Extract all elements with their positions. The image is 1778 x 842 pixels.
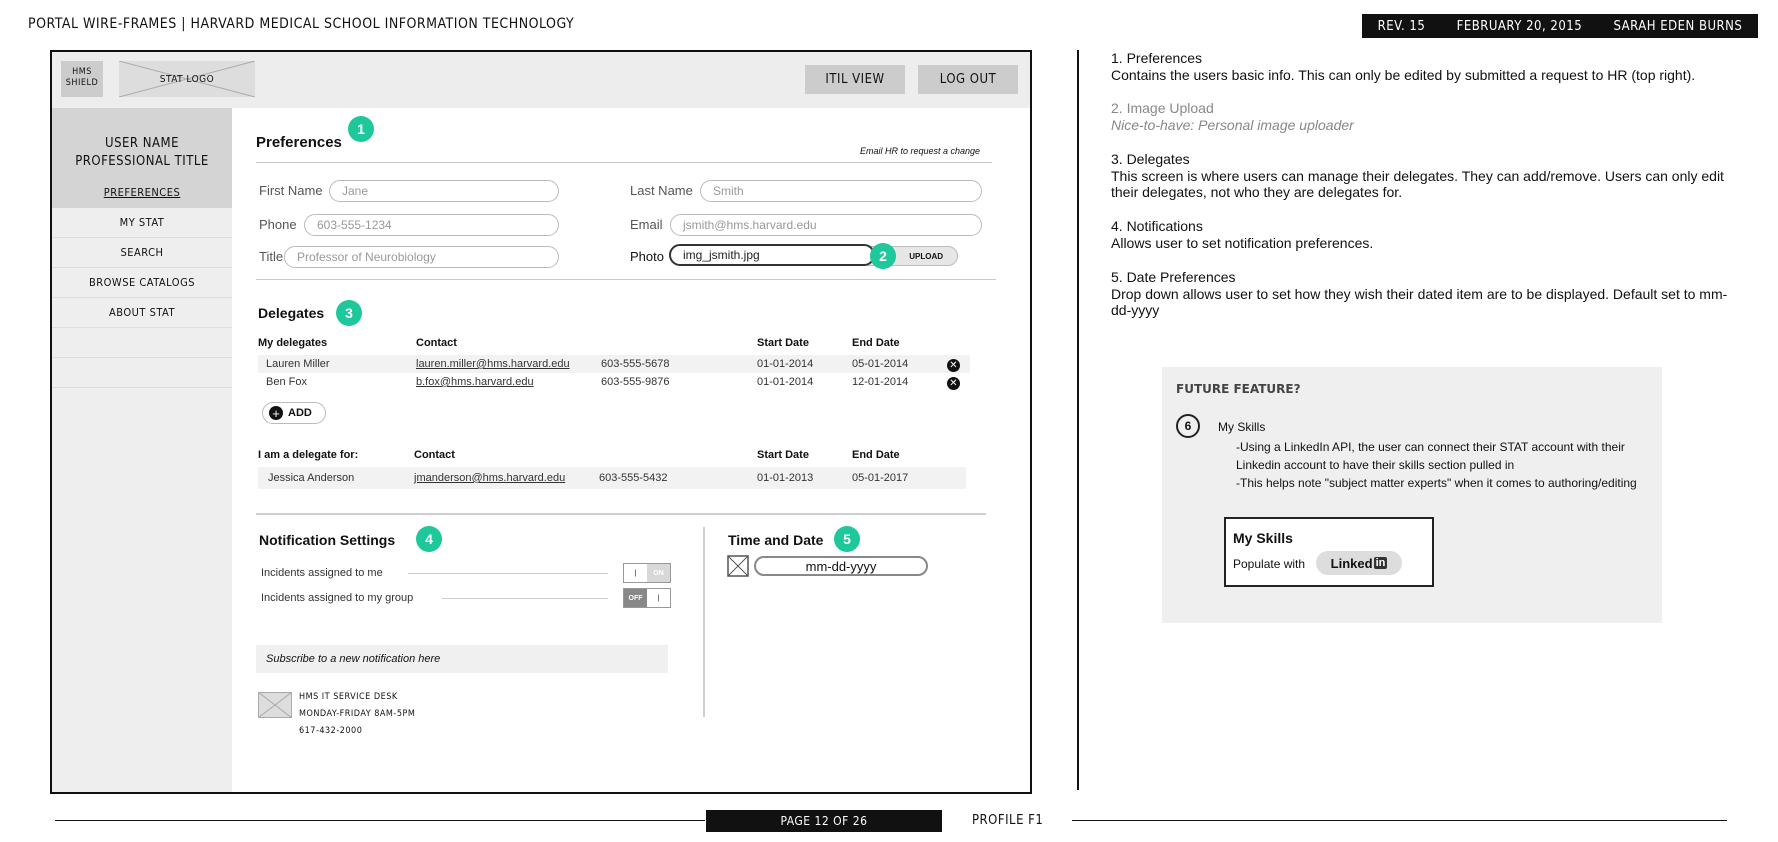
- title-label: Title: [259, 249, 284, 264]
- divider: [256, 279, 996, 280]
- delegate-end-date: 12-01-2014: [852, 376, 909, 388]
- note-body: This screen is where users can manage their delegates. They can add/remove. Users can only edit their delegates, not who they are delegates for.: [1111, 168, 1724, 200]
- remove-delegate-icon[interactable]: ✕: [947, 359, 960, 372]
- toggle-state: ON: [647, 564, 670, 582]
- toggle-state: OFF: [624, 589, 647, 607]
- note-title: 1. Preferences: [1111, 50, 1203, 66]
- wireframe-frame: [50, 50, 1032, 794]
- future-feature-heading: FUTURE FEATURE?: [1176, 382, 1301, 396]
- callout-badge: 5: [834, 526, 860, 552]
- sidebar-empty-row: [52, 358, 232, 388]
- phone-label: Phone: [259, 217, 297, 232]
- delegates-title: Delegates: [258, 305, 325, 321]
- toggle-knob: |: [624, 564, 647, 582]
- sidebar-item-my-stat[interactable]: MY STAT: [52, 208, 232, 238]
- notification-label: Incidents assigned to me: [261, 567, 383, 579]
- my-skills-card-title: My Skills: [1233, 530, 1293, 546]
- sidebar-empty-row: [52, 328, 232, 358]
- document-title: PORTAL WIRE-FRAMES | HARVARD MEDICAL SCHOOL INFORMATION TECHNOLOGY: [28, 16, 575, 32]
- section-label: PROFILE F1: [972, 813, 1044, 828]
- vertical-divider: [703, 527, 705, 717]
- page-divider: [1077, 50, 1079, 790]
- user-title: PROFESSIONAL TITLE: [75, 154, 209, 169]
- notification-toggle[interactable]: [623, 588, 671, 608]
- delegate-for-phone: 603-555-5432: [599, 472, 668, 484]
- first-name-field[interactable]: Jane: [329, 180, 559, 202]
- delegate-phone: 603-555-5678: [601, 358, 670, 370]
- leader-line: [442, 598, 608, 599]
- time-and-date-title: Time and Date: [728, 532, 824, 548]
- sidebar-item-browse-catalogs[interactable]: BROWSE CATALOGS: [52, 268, 232, 298]
- first-name-label: First Name: [259, 183, 323, 198]
- column-header: I am a delegate for:: [258, 449, 359, 461]
- callout-badge: 3: [336, 300, 362, 326]
- sidebar-item-search[interactable]: SEARCH: [52, 238, 232, 268]
- hms-shield-logo: HMS SHIELD: [61, 61, 103, 97]
- itil-view-button[interactable]: ITIL VIEW: [805, 65, 905, 94]
- stat-logo-text: STAT LOGO: [159, 73, 215, 85]
- divider: [256, 162, 992, 163]
- delegate-for-start-date: 01-01-2013: [757, 472, 814, 484]
- delegate-phone: 603-555-9876: [601, 376, 670, 388]
- preferences-title: Preferences: [256, 134, 342, 151]
- divider: [256, 513, 986, 515]
- phone-field[interactable]: 603-555-1234: [304, 214, 559, 236]
- placeholder-image-icon: [727, 555, 749, 577]
- delegate-email-link[interactable]: lauren.miller@hms.harvard.edu: [416, 358, 570, 370]
- footer-rule: [55, 820, 705, 821]
- delegate-start-date: 01-01-2014: [757, 358, 814, 370]
- notification-settings-title: Notification Settings: [259, 532, 396, 548]
- subscribe-notification-link[interactable]: Subscribe to a new notification here: [256, 645, 668, 673]
- last-name-label: Last Name: [630, 183, 693, 198]
- note-title: 2. Image Upload: [1111, 100, 1214, 116]
- linkedin-logo-text: Linked: [1330, 555, 1373, 571]
- service-desk-phone: 617-432-2000: [299, 726, 363, 736]
- column-header: Start Date: [757, 337, 809, 349]
- service-desk-name: HMS IT SERVICE DESK: [299, 692, 398, 702]
- revision-author: SARAH EDEN BURNS: [1613, 18, 1743, 34]
- delegate-start-date: 01-01-2014: [757, 376, 814, 388]
- notification-label: Incidents assigned to my group: [261, 592, 414, 604]
- column-header: My delegates: [258, 337, 328, 349]
- add-label: ADD: [288, 407, 312, 419]
- user-block: [52, 108, 232, 208]
- add-delegate-button[interactable]: [262, 402, 326, 424]
- populate-with-label: Populate with: [1233, 557, 1306, 571]
- note-body: Drop down allows user to set how they wish their dated item are to be displayed. Default set to mm-dd-yyyy: [1111, 286, 1728, 318]
- note-body: Contains the users basic info. This can only be edited by submitted a request to HR (top right).: [1111, 67, 1696, 83]
- callout-badge: 4: [416, 526, 442, 552]
- delegate-for-end-date: 05-01-2017: [852, 472, 909, 484]
- delegate-for-email-link[interactable]: jmanderson@hms.harvard.edu: [414, 472, 566, 484]
- delegate-end-date: 05-01-2014: [852, 358, 909, 370]
- stat-logo: [119, 61, 255, 97]
- revision-bar: [1362, 14, 1758, 38]
- sidebar: [52, 108, 232, 792]
- my-skills-card: [1224, 517, 1434, 587]
- notification-toggle[interactable]: [623, 563, 671, 583]
- linkedin-button[interactable]: [1316, 551, 1402, 575]
- leader-line: [408, 573, 608, 574]
- delegate-name: Ben Fox: [266, 376, 307, 388]
- future-feature-box: [1162, 367, 1662, 623]
- photo-field[interactable]: img_jsmith.jpg: [669, 244, 875, 266]
- page-number-bar: PAGE 12 OF 26: [706, 810, 942, 832]
- future-feature-line: -This helps note "subject matter experts" when it comes to authoring/editing: [1236, 476, 1637, 490]
- delegate-name: Lauren Miller: [266, 358, 330, 370]
- placeholder-image-icon: [258, 692, 292, 718]
- callout-number-badge: 6: [1176, 414, 1200, 438]
- toggle-knob: |: [647, 589, 670, 607]
- email-hr-link[interactable]: Email HR to request a change: [860, 146, 981, 156]
- column-header: Contact: [414, 449, 455, 461]
- photo-label: Photo: [630, 249, 664, 264]
- email-label: Email: [630, 217, 663, 232]
- log-out-button[interactable]: LOG OUT: [918, 65, 1018, 94]
- sidebar-item-preferences[interactable]: PREFERENCES: [103, 186, 181, 199]
- footer-rule: [1072, 820, 1727, 821]
- column-header: End Date: [852, 449, 900, 461]
- note-body: Allows user to set notification preferences.: [1111, 235, 1374, 251]
- email-field[interactable]: jsmith@hms.harvard.edu: [670, 214, 982, 236]
- plus-icon: +: [269, 406, 283, 420]
- linkedin-in-icon: in: [1375, 557, 1386, 569]
- delegate-for-name: Jessica Anderson: [268, 472, 355, 484]
- callout-badge: 2: [870, 243, 896, 269]
- note-title: 4. Notifications: [1111, 218, 1203, 234]
- title-field[interactable]: Professor of Neurobiology: [284, 246, 559, 268]
- delegate-email-link[interactable]: b.fox@hms.harvard.edu: [416, 376, 534, 388]
- note-title: 3. Delegates: [1111, 151, 1190, 167]
- sidebar-item-about-stat[interactable]: ABOUT STAT: [52, 298, 232, 328]
- remove-delegate-icon[interactable]: ✕: [947, 377, 960, 390]
- user-name: USER NAME: [105, 136, 179, 151]
- revision-date: FEBRUARY 20, 2015: [1456, 18, 1583, 34]
- last-name-field[interactable]: Smith: [700, 180, 982, 202]
- future-feature-line: -Using a LinkedIn API, the user can connect their STAT account with their Linkedin account to have their skills section pulled in: [1236, 440, 1625, 472]
- column-header: End Date: [852, 337, 900, 349]
- callout-badge: 1: [348, 116, 374, 142]
- note-title: 5. Date Preferences: [1111, 269, 1236, 285]
- note-body: Nice-to-have: Personal image uploader: [1111, 117, 1354, 133]
- service-desk-hours: MONDAY-FRIDAY 8AM-5PM: [299, 709, 416, 719]
- date-format-dropdown[interactable]: mm-dd-yyyy: [754, 556, 928, 576]
- revision-label: REV. 15: [1377, 18, 1426, 34]
- future-feature-title: My Skills: [1218, 420, 1266, 434]
- upload-button[interactable]: UPLOAD: [832, 246, 958, 266]
- column-header: Contact: [416, 337, 457, 349]
- app-topbar: [52, 52, 1030, 108]
- column-header: Start Date: [757, 449, 809, 461]
